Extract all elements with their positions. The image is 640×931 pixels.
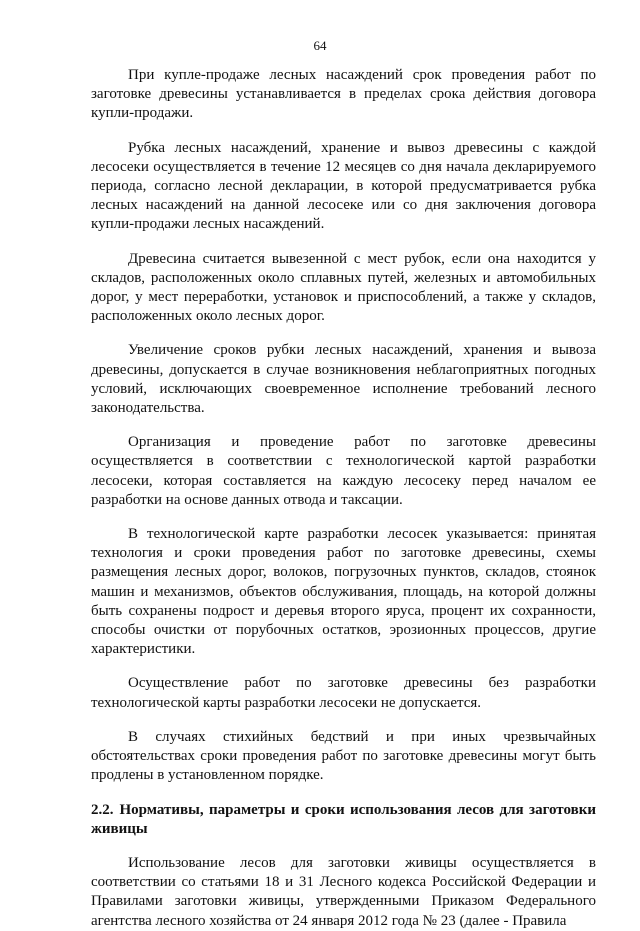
document-body [91, 66, 596, 931]
paragraph-emergency-extension: В случаях стихийных бедствий и при иных чрезвычайных обстоятельствах сроки проведения работ по заготовке древесины могут быть продлены в установленном порядке. [91, 728, 596, 784]
paragraph-technological-map: Организация и проведение работ по заготовке древесины осуществляется в соответствии с технологической картой разработки лесосеки, которая составляется на каждую лесосеку перед началом ее разработки на основе данных отвода и таксации. [91, 434, 596, 508]
section-number: 2.2. [91, 801, 114, 818]
section-title: Нормативы, параметры и сроки использования лесов для заготовки живицы [91, 801, 596, 837]
paragraph-timber-removed: Древесина считается вывезенной с мест рубок, если она находится у складов, расположенных около сплавных путей, железных и автомобильных дорог, у мест переработки, установок и приспособлений, а также у складов, расположенных около лесных дорог. [91, 250, 596, 325]
page-number: 64 [313, 38, 327, 53]
paragraph-map-required: Осуществление работ по заготовке древесины без разработки технологической карты разработки лесосеки не допускается. [91, 675, 596, 711]
paragraph-felling-period: Рубка лесных насаждений, хранение и вывоз древесины с каждой лесосеки осуществляется в течение 12 месяцев со дня начала декларируемого периода, согласно лесной декларации, в которой предусматривается рубка лесных насаждений на данной лесосеке или со дня заключения договора купли-продажи лесных насаждений. [91, 139, 596, 233]
paragraph-term-extension-weather: Увеличение сроков рубки лесных насаждений, хранения и вывоза древесины, допускается в случае возникновения неблагоприятных погодных условий, исключающих своевременное исполнение требований лесного законодательства. [91, 342, 596, 417]
paragraph-sale-term: При купле-продаже лесных насаждений срок проведения работ по заготовке древесины устанавливается в пределах срока действия договора купли-продажи. [91, 67, 596, 122]
paragraph-map-contents: В технологической карте разработки лесосек указывается: принятая технология и сроки проведения работ по заготовке древесины, схемы размещения лесных дорог, волоков, погрузочных пунктов, складов, стоянок машин и механизмов, объектов обслуживания, площадь, на которой должны быть сохранены подрост и деревья второго яруса, процент их сохранности, способы очистки от порубочных остатков, эрозионных процессов, другие характеристики. [91, 526, 596, 658]
section-heading [91, 801, 596, 839]
paragraph-resin-harvest: Использование лесов для заготовки живицы осуществляется в соответствии со статьями 18 и 31 Лесного кодекса Российской Федерации и Правилами заготовки живицы, утвержденными Приказом Федерального агентства лесного хозяйства от 24 января 2012 года № 23 (далее - Правила [91, 854, 596, 929]
